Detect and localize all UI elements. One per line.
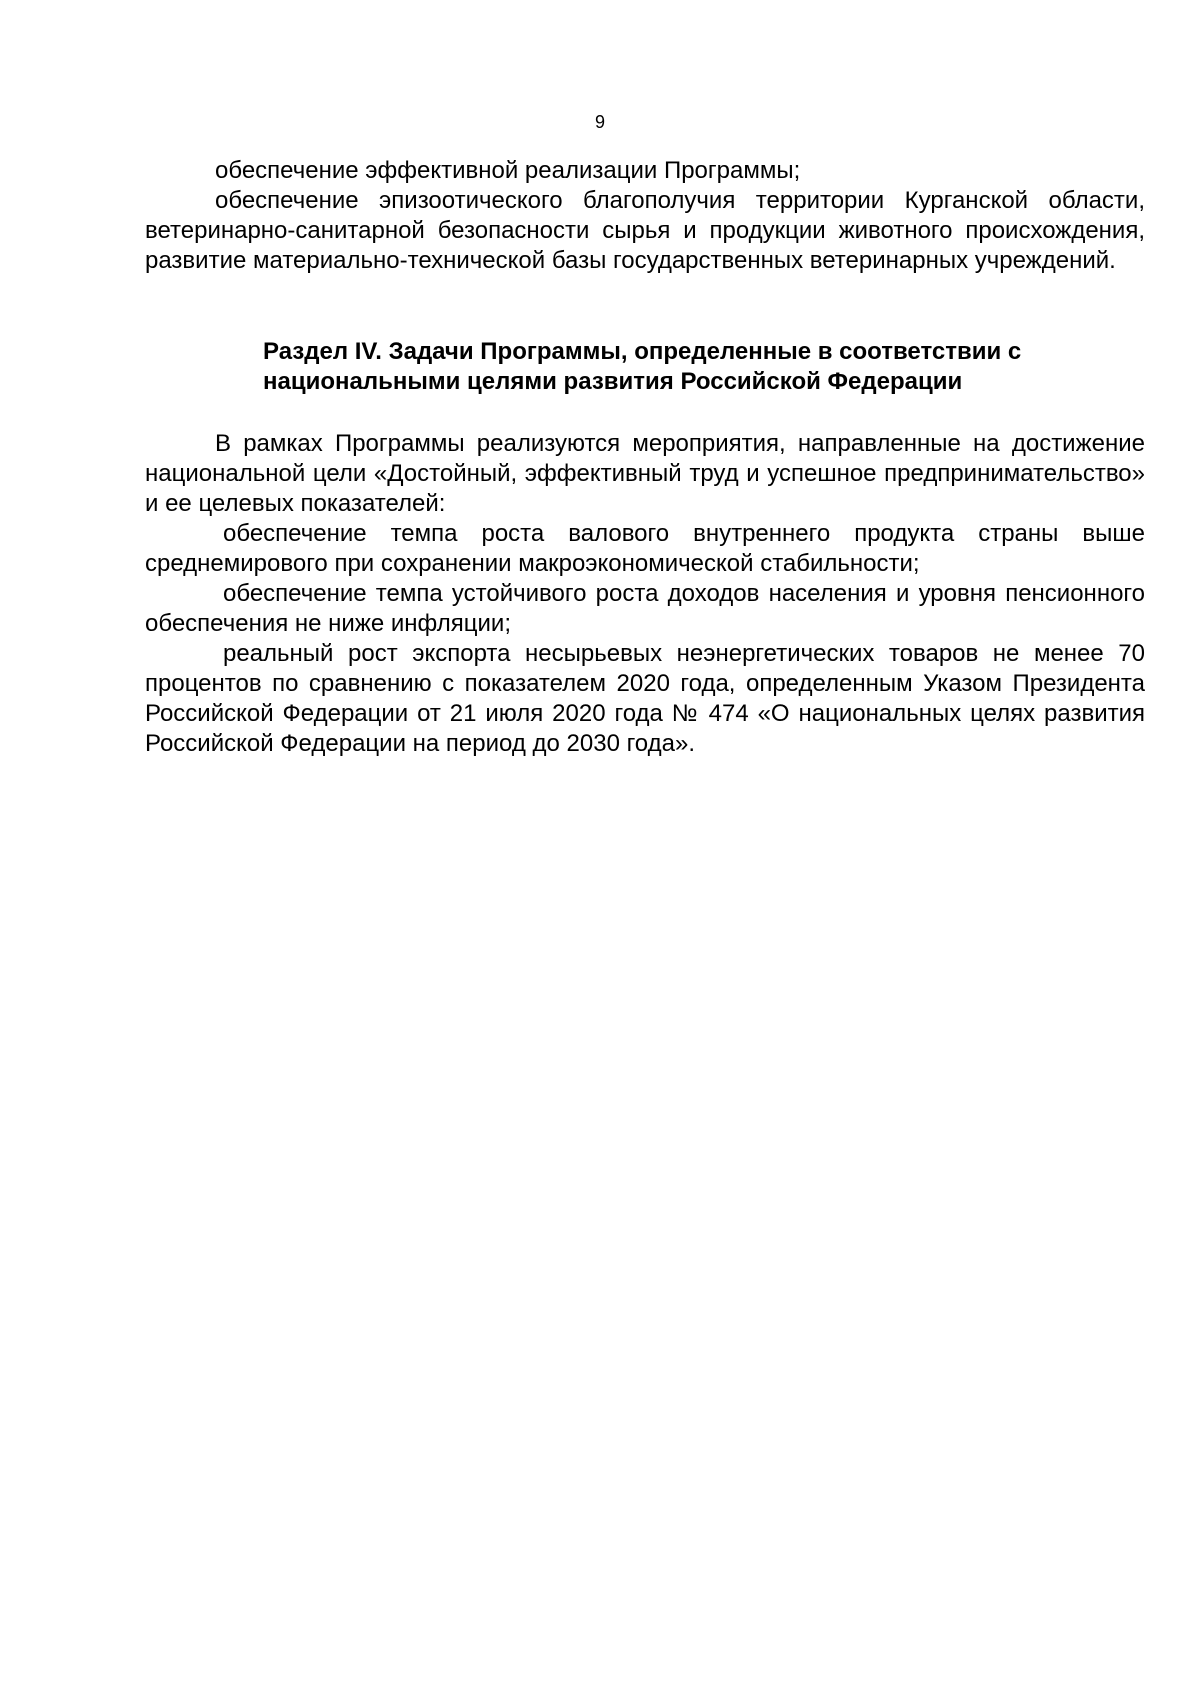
section-paragraph: обеспечение темпа роста валового внутреннего продукта страны выше среднемирового при сохранении макроэкономической стабильности; bbox=[145, 520, 1145, 577]
section-heading-line: национальными целями развития Российской Федерации bbox=[263, 368, 963, 395]
intro-text-block bbox=[145, 156, 1145, 276]
section-paragraph: В рамках Программы реализуются мероприятия, направленные на достижение национальной цели «Достойный, эффективный труд и успешное предпринимательство» и ее целевых показателей: bbox=[145, 430, 1145, 517]
intro-paragraph: обеспечение эпизоотического благополучия территории Курганской области, ветеринарно-санитарной безопасности сырья и продукции животного происхождения, развитие материально-технической базы государственных ветеринарных учреждений. bbox=[145, 187, 1145, 274]
section-paragraph: обеспечение темпа устойчивого роста доходов населения и уровня пенсионного обеспечения не ниже инфляции; bbox=[145, 580, 1145, 637]
intro-paragraph: обеспечение эффективной реализации Программы; bbox=[215, 157, 801, 184]
page-number: 9 bbox=[594, 112, 605, 132]
section-heading-line: Раздел IV. Задачи Программы, определенные в соответствии с bbox=[263, 338, 1022, 365]
section-paragraph: реальный рост экспорта несырьевых неэнергетических товаров не менее 70 процентов по сравнению с показателем 2020 года, определенным Указом Президента Российской Федерации от 21 июля 2020 года № 474 «О национальных целях развития Российской Федерации на период до 2030 года». bbox=[145, 640, 1145, 757]
section-text-block bbox=[145, 429, 1145, 759]
section-heading bbox=[263, 337, 1103, 397]
